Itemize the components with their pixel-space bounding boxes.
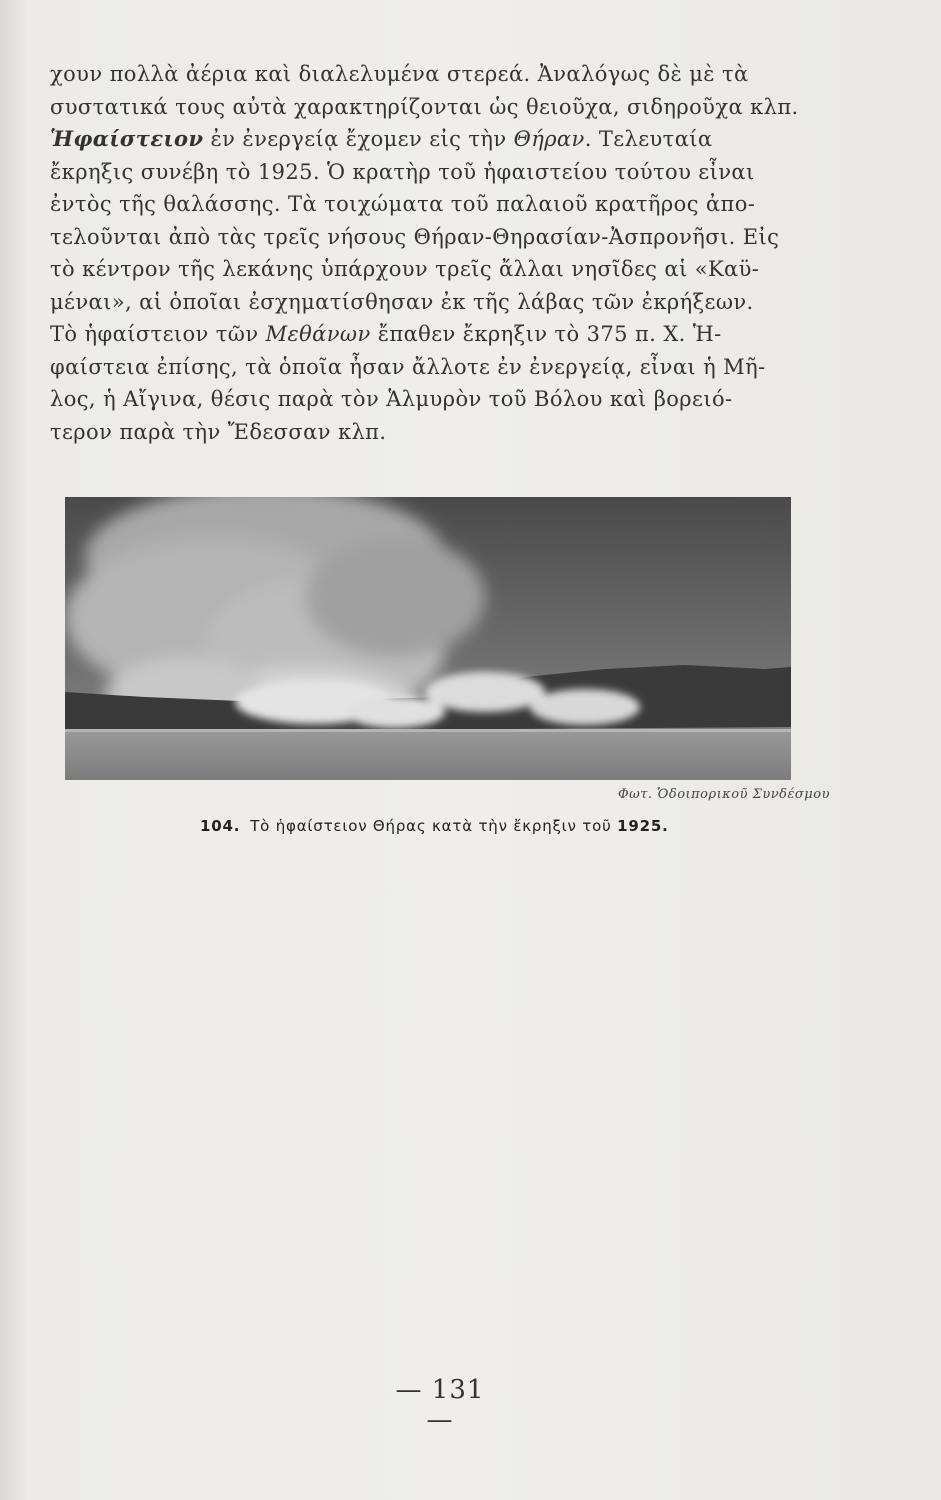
text-line: χουν πολλὰ ἀέρια καὶ διαλελυμένα στερεά. Ἀναλόγως δὲ μὲ τὰ: [50, 62, 749, 86]
page-number: — 131 —: [395, 1375, 485, 1435]
emphasis-hephaisteion: Ἡφαίστειον: [50, 126, 204, 151]
caption-text: Τὸ ἡφαίστειον Θήρας κατὰ τὴν ἔκρηξιν τοῦ: [250, 817, 612, 835]
text-line: τὸ κέντρον τῆς λεκάνης ὑπάρχουν τρεῖς ἄλλαι νησῖδες αἱ «Καϋ-: [50, 257, 760, 281]
text-fragment: ἔπαθεν ἔκρηξιν τὸ 375 π. Χ. Ἡ-: [377, 322, 722, 346]
text-fragment: ἐν ἐνεργείᾳ ἔχομεν εἰς τὴν: [210, 127, 507, 151]
text-line: ἐντὸς τῆς θαλάσσης. Τὰ τοιχώματα τοῦ παλαιοῦ κρατῆρος ἀπο-: [50, 192, 756, 216]
emphasis-theran: Θήραν: [513, 127, 585, 151]
text-line: τερον παρὰ τὴν Ἔδεσσαν κλπ.: [50, 419, 387, 444]
caption-year: 1925.: [617, 817, 669, 835]
text-line: ἔκρηξις συνέβη τὸ 1925. Ὁ κρατὴρ τοῦ ἡφαιστείου τούτου εἶναι: [50, 159, 755, 184]
text-line: [50, 318, 810, 351]
body-text: [50, 58, 810, 448]
figure-number: 104.: [200, 817, 241, 835]
text-fragment: Τὸ ἡφαίστειον τῶν: [50, 322, 259, 346]
figure-caption: [200, 817, 760, 835]
photo-credit: Φωτ. Ὁδοιπορικοῦ Συνδέσμου: [618, 787, 830, 802]
eruption-photograph: [65, 497, 791, 780]
text-line: μέναι», αἱ ὁποῖαι ἐσχηματίσθησαν ἐκ τῆς λάβας τῶν ἐκρήξεων.: [50, 289, 754, 314]
emphasis-methanon: Μεθάνων: [265, 322, 371, 346]
text-line: τελοῦνται ἀπὸ τὰς τρεῖς νήσους Θήραν-Θηρασίαν-Ἀσπρονῆσι. Εἰς: [50, 224, 780, 249]
text-line: φαίστεια ἐπίσης, τὰ ὁποῖα ἦσαν ἄλλοτε ἐν ἐνεργείᾳ, εἶναι ἡ Μῆ-: [50, 354, 766, 379]
text-line: λος, ἡ Αἴγινα, θέσις παρὰ τὸν Ἁλμυρὸν τοῦ Βόλου καὶ βορειό-: [50, 387, 733, 411]
text-line: [50, 123, 810, 156]
text-line: συστατικά τους αὐτὰ χαρακτηρίζονται ὡς θειοῦχα, σιδηροῦχα κλπ.: [50, 94, 799, 119]
text-fragment: . Τελευταία: [584, 127, 713, 151]
